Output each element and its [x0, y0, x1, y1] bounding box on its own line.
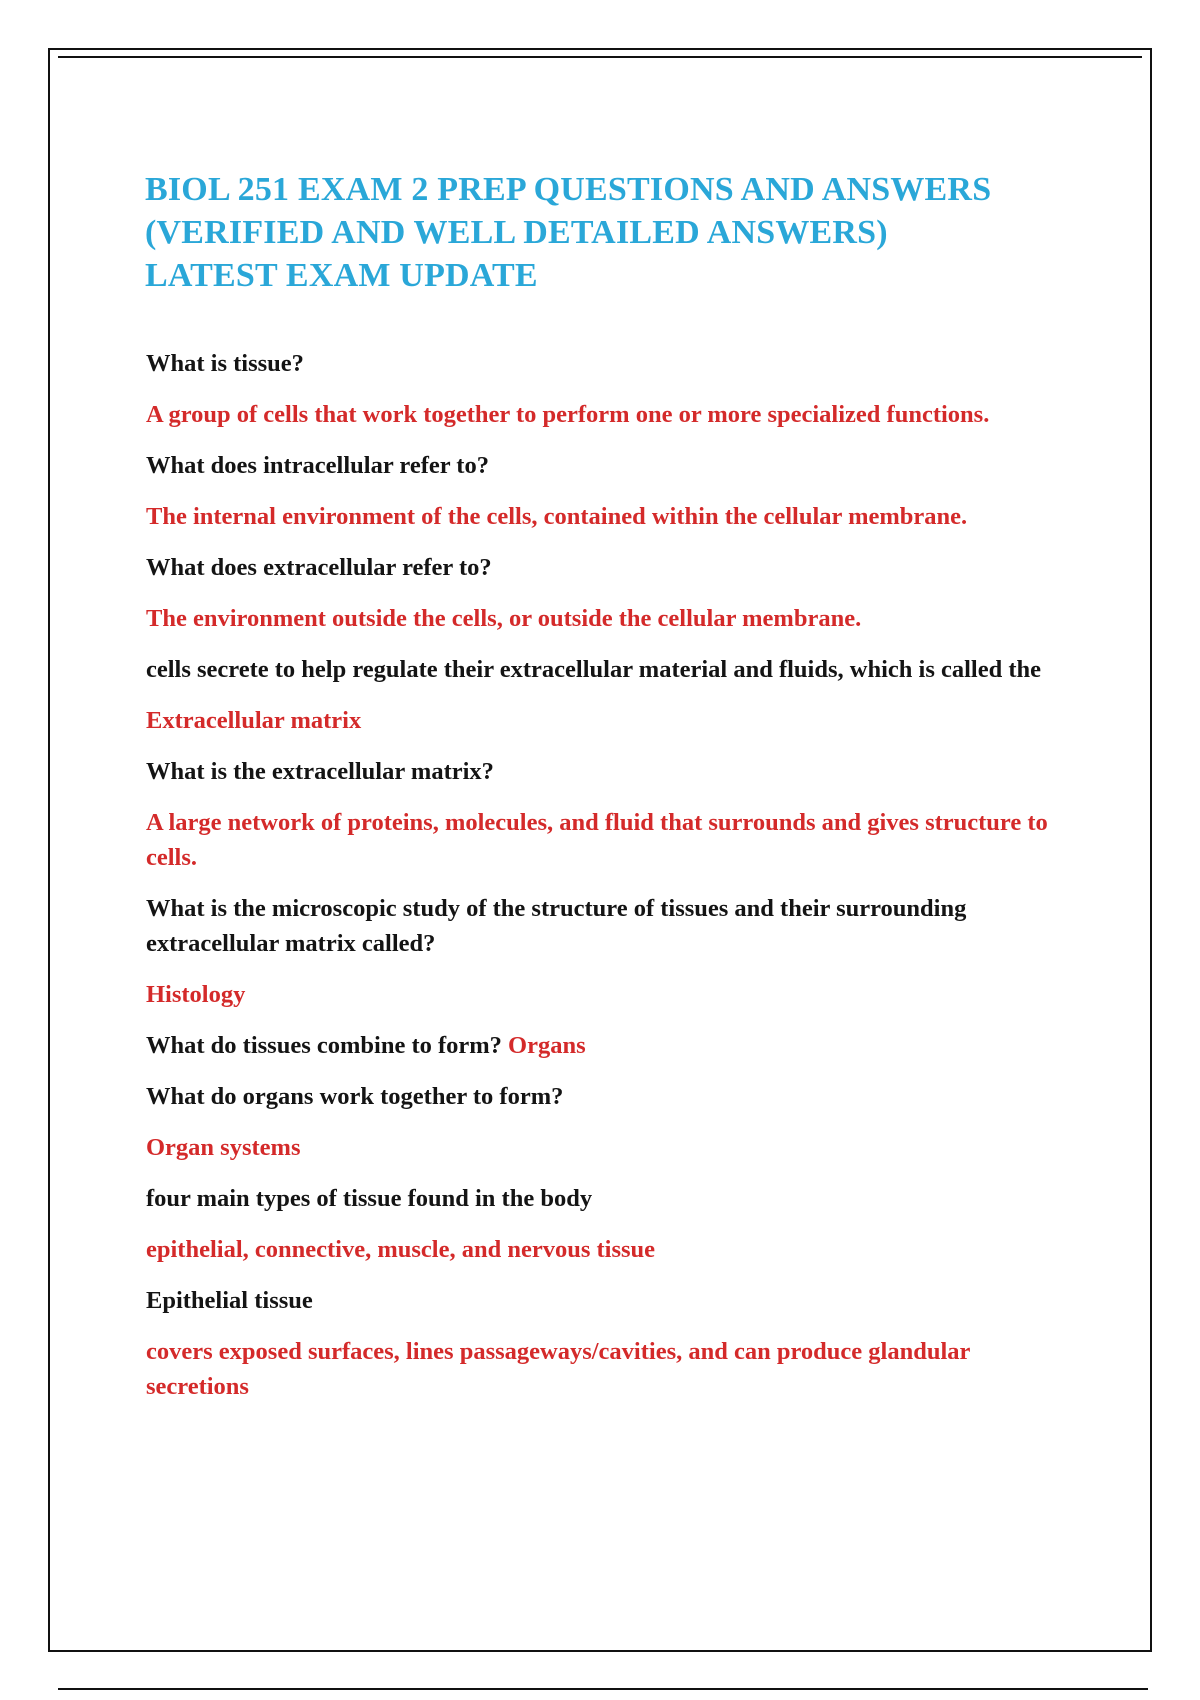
question: What is the extracellular matrix?	[146, 758, 494, 785]
title-line-2: (VERIFIED AND WELL DETAILED ANSWERS)	[145, 214, 888, 251]
answer: epithelial, connective, muscle, and nervous tissue	[146, 1236, 656, 1263]
answer: A group of cells that work together to perform one or more specialized functions.	[146, 401, 990, 428]
question: What is the microscopic study of the structure of tissues and their surrounding extracellular matrix called?	[146, 895, 967, 957]
answer: Organ systems	[146, 1134, 301, 1161]
question: Epithelial tissue	[146, 1287, 313, 1314]
document-title	[145, 168, 1095, 297]
answer: The internal environment of the cells, contained within the cellular membrane.	[146, 503, 968, 530]
question: What is tissue?	[146, 350, 304, 377]
top-inner-rule	[58, 56, 1142, 58]
title-line-3: LATEST EXAM UPDATE	[145, 257, 538, 294]
inline-qa	[146, 1028, 1076, 1063]
question: cells secrete to help regulate their extracellular material and fluids, which is called the	[146, 656, 1042, 683]
question: What do organs work together to form?	[146, 1083, 564, 1110]
question: What does extracellular refer to?	[146, 554, 492, 581]
answer: covers exposed surfaces, lines passageways/cavities, and can produce glandular secretions	[146, 1338, 970, 1400]
answer: Extracellular matrix	[146, 707, 362, 734]
question: What does intracellular refer to?	[146, 452, 489, 479]
answer: Histology	[146, 981, 246, 1008]
question: four main types of tissue found in the body	[146, 1185, 593, 1212]
answer: A large network of proteins, molecules, and fluid that surrounds and gives structure to cells.	[146, 809, 1048, 871]
question: What do tissues combine to form?	[146, 1032, 502, 1059]
answer: Organs	[508, 1032, 586, 1059]
bottom-rule	[58, 1688, 1148, 1690]
qa-list	[146, 346, 1076, 1404]
answer: The environment outside the cells, or outside the cellular membrane.	[146, 605, 862, 632]
title-line-1: BIOL 251 EXAM 2 PREP QUESTIONS AND ANSWERS	[145, 171, 992, 208]
